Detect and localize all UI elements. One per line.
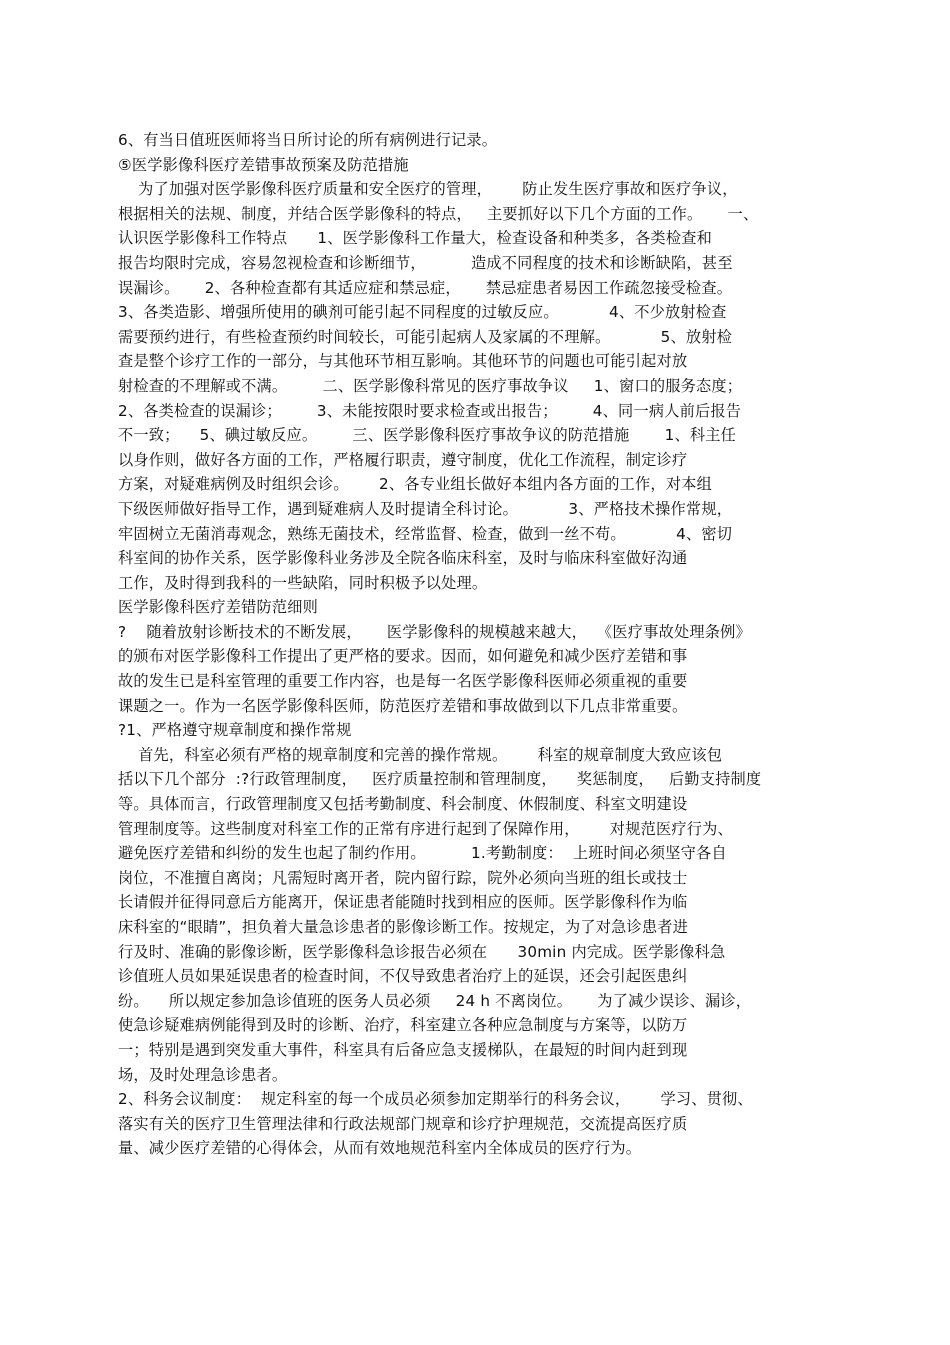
text-line: 的颁布对医学影像科工作提出了更严格的要求。因而，如何避免和减少医疗差错和事 bbox=[118, 647, 688, 666]
text-line: 长请假并征得同意后方能离开，保证患者能随时找到相应的医师。医学影像科作为临 bbox=[118, 893, 688, 912]
document-body bbox=[118, 128, 838, 1161]
text-line: 误漏诊。 2、各种检查都有其适应症和禁忌症， 禁忌症患者易因工作疏忽接受检查。 bbox=[118, 278, 733, 297]
text-line: ?1、严格遵守规章制度和操作常规 bbox=[118, 721, 352, 740]
text-line: 医学影像科医疗差错防范细则 bbox=[118, 598, 319, 617]
text-line: 2、各类检查的误漏诊； 3、未能按限时要求检查或出报告； 4、同一病人前后报告 bbox=[118, 401, 742, 420]
text-line: ? 随着放射诊断技术的不断发展， 医学影像科的规模越来越大， 《医疗事故处理条例》 bbox=[118, 622, 751, 641]
text-line: 量、减少医疗差错的心得体会，从而有效地规范科室内全体成员的医疗行为。 bbox=[118, 1139, 642, 1158]
text-line: 认识医学影像科工作特点 1、医学影像科工作量大，检查设备和种类多，各类检查和 bbox=[118, 229, 712, 248]
text-line: 使急诊疑难病例能得到及时的诊断、治疗，科室建立各种应急制度与方案等，以防万 bbox=[118, 1016, 688, 1035]
text-line: 场，及时处理急诊患者。 bbox=[118, 1065, 288, 1084]
text-line: ⑤医学影像科医疗差错事故预案及防范措施 bbox=[118, 155, 409, 174]
text-line: 射检查的不理解或不满。 二、医学影像科常见的医疗事故争议 1、窗口的服务态度； bbox=[118, 376, 743, 395]
text-line: 等。具体而言，行政管理制度又包括考勤制度、科会制度、休假制度、科室文明建设 bbox=[118, 795, 688, 814]
text-line: 3、各类造影、增强所使用的碘剂可能引起不同程度的过敏反应。 4、不少放射检查 bbox=[118, 303, 727, 322]
text-line: 避免医疗差错和纠纷的发生也起了制约作用。 1.考勤制度： 上班时间必须坚守各自 bbox=[118, 844, 727, 863]
text-line: 科室间的协作关系，医学影像科业务涉及全院各临床科室，及时与临床科室做好沟通 bbox=[118, 549, 688, 568]
text-line: 管理制度等。这些制度对科室工作的正常有序进行起到了保障作用， 对规范医疗行为、 bbox=[118, 819, 733, 838]
text-line: 床科室的“眼睛”，担负着大量急诊患者的影像诊断工作。按规定，为了对急诊患者进 bbox=[118, 918, 689, 936]
text-line: 故的发生已是科室管理的重要工作内容，也是每一名医学影像科医师必须重视的重要 bbox=[118, 672, 688, 691]
text-line: 落实有关的医疗卫生管理法律和行政法规部门规章和诊疗护理规范，交流提高医疗质 bbox=[118, 1114, 688, 1133]
text-line: 2、科务会议制度： 规定科室的每一个成员必须参加定期举行的科务会议， 学习、贯彻、 bbox=[118, 1090, 753, 1109]
text-line: 以身作则，做好各方面的工作，严格履行职责，遵守制度，优化工作流程，制定诊疗 bbox=[118, 450, 688, 469]
text-line: 根据相关的法规、制度，并结合医学影像科的特点， 主要抓好以下几个方面的工作。 一、 bbox=[118, 204, 759, 223]
text-line: 纷。 所以规定参加急诊值班的医务人员必须 24 h 不离岗位。 为了减少误诊、漏诊， bbox=[118, 991, 752, 1010]
text-line: 6、有当日值班医师将当日所讨论的所有病例进行记录。 bbox=[118, 131, 498, 149]
text-line: 诊值班人员如果延误患者的检查时间，不仅导致患者治疗上的延误，还会引起医患纠 bbox=[118, 967, 688, 986]
text-line: 牢固树立无菌消毒观念，熟练无菌技术，经常监督、检查，做到一丝不苟。 4、密切 bbox=[118, 524, 733, 543]
text-line: 不一致； 5、碘过敏反应。 三、医学影像科医疗事故争议的防范措施 1、科主任 bbox=[118, 426, 737, 445]
text-line: 为了加强对医学影像科医疗质量和安全医疗的管理， 防止发生医疗事故和医疗争议， bbox=[118, 180, 738, 199]
text-line: 课题之一。作为一名医学影像科医师，防范医疗差错和事故做到以下几点非常重要。 bbox=[118, 696, 688, 715]
text-line: 首先，科室必须有严格的规章制度和完善的操作常规。 科室的规章制度大致应该包 bbox=[118, 745, 723, 764]
text-line: 括以下几个部分 :?行政管理制度， 医疗质量控制和管理制度， 奖惩制度， 后勤支持制度 bbox=[118, 770, 762, 789]
text-line: 一；特别是遇到突发重大事件，科室具有后备应急支援梯队，在最短的时间内赶到现 bbox=[118, 1040, 688, 1059]
text-line: 岗位，不准擅自离岗；凡需短时离开者，院内留行踪，院外必须向当班的组长或技士 bbox=[118, 868, 688, 887]
text-line: 行及时、准确的影像诊断，医学影像科急诊报告必须在 30min 内完成。医学影像科急 bbox=[118, 942, 726, 961]
text-line: 工作，及时得到我科的一些缺陷，同时积极予以处理。 bbox=[118, 573, 488, 592]
text-line: 下级医师做好指导工作，遇到疑难病人及时提请全科讨论。 3、严格技术操作常规， bbox=[118, 499, 733, 518]
text-line: 需要预约进行，有些检查预约时间较长，可能引起病人及家属的不理解。 5、放射检 bbox=[118, 327, 733, 346]
text-line: 查是整个诊疗工作的一部分，与其他环节相互影响。其他环节的问题也可能引起对放 bbox=[118, 352, 688, 371]
text-line: 方案，对疑难病例及时组织会诊。 2、各专业组长做好本组内各方面的工作，对本组 bbox=[118, 475, 712, 494]
text-line: 报告均限时完成，容易忽视检查和诊断细节， 造成不同程度的技术和诊断缺陷，甚至 bbox=[118, 253, 733, 272]
